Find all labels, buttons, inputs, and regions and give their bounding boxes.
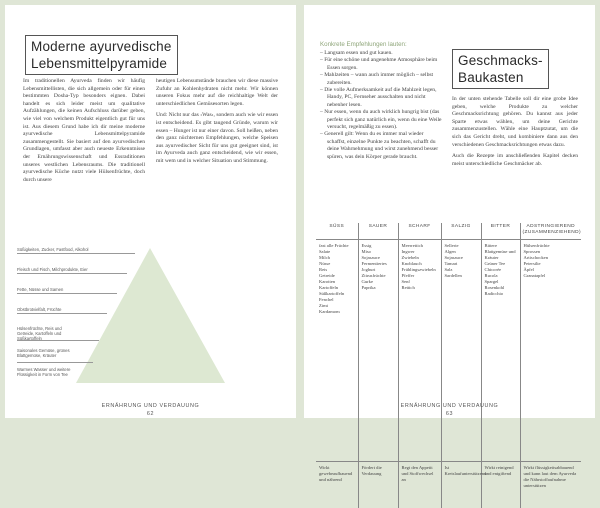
food-item: Fenchel	[319, 297, 355, 303]
header-sauer: SAUER	[358, 223, 398, 240]
food-item: Artischocken	[524, 255, 579, 261]
food-item: Milch	[319, 255, 355, 261]
left-title-line-2: Lebensmittelpyramide	[31, 55, 172, 72]
food-item: Bittere Blattgemüse und Kräuter	[485, 243, 517, 261]
food-item: Algen	[445, 249, 478, 255]
recommendation-item: – Nur essen, wenn du auch wirklich hungrig bist (das perfekt sich ganz natürlich ein, wenn du eine Weile versucht, regelmäßig zu essen).	[320, 109, 443, 131]
foods-cell-sauer	[358, 240, 398, 462]
header-scharf: SCHARF	[398, 223, 441, 240]
left-col1-paragraph: Im traditionellen Ayurveda finden wir häufig Lebensmittellisten, die sich allgemein oder für einen bestimmten Dosha-Typ besonders eignen. Dabei handelt es sich leider meist um qualitative Aufzählungen, die keinen Aufschluss darüber geben, wie viel von welchem Produkt eigentlich gut für uns ist. Aus diesem Grund habe ich dir meine moderne ayurvedische Lebensmittelpyramide zusammengestellt. Sie basiert auf den ayurvedischen Grundlagen, umfasst aber auch neueste Erkenntnisse der Ernährungswissenschaft und Essraditionen unseres westlichen Lebensraums. Die traditionell ayurvedische Küche nutzt viele Hülsenfrüchte, doch durch unsere	[23, 78, 145, 184]
food-item: Miso	[362, 249, 395, 255]
food-item: Süßkartoffeln	[319, 291, 355, 297]
right-page-title	[452, 49, 549, 89]
food-item: Fermentiertes	[362, 261, 395, 267]
effect-sauer: Fördert die Verdauung	[358, 462, 398, 508]
pyramid-shape	[76, 248, 225, 383]
right-footer	[304, 402, 595, 418]
food-item: Rucola	[485, 273, 517, 279]
food-item: Sardellen	[445, 273, 478, 279]
effect-suess: Wirkt gewebeaufbauend und nährend	[316, 462, 358, 508]
pyramid-divider	[17, 273, 127, 274]
food-item: Radicchio	[485, 291, 517, 297]
food-item: Chicorée	[485, 267, 517, 273]
food-item: Salate	[319, 249, 355, 255]
foods-cell-bitter	[481, 240, 520, 462]
food-item: Karotten	[319, 279, 355, 285]
left-page-number: 62	[5, 410, 296, 418]
food-item: Äpfel	[524, 267, 579, 273]
food-item: Rosenkohl	[485, 285, 517, 291]
foods-cell-adstringierend	[520, 240, 581, 462]
food-item: Sellerie	[445, 243, 478, 249]
food-item: Petersilie	[524, 261, 579, 267]
right-footer-title: ERNÄHRUNG UND VERDAUUNG	[304, 402, 595, 410]
food-item: Knoblauch	[402, 261, 438, 267]
pyramid-level-2: Fleisch und Fisch, Milchprodukte, Eier	[17, 267, 97, 272]
recommendation-item: – Generell gilt: Wenn du es immer mal wieder schaffst, einzelne Punkte zu beachten, schafft du deine Wahrnehmung und wirst zunehmend besser spüren, was dein Körper gerade braucht.	[320, 131, 443, 161]
header-salzig: SALZIG	[441, 223, 481, 240]
intro-paragraph-1: In der unten stehende Tabelle soll dir eine grobe Idee geben, welche Produkte zu welcher Geschmacksrichtung gehören. Du kannst aus jeder Sparte etwas wählen, um deine Gerichte zusammenzustellen. Wähle eine Hauptzutat, um die sich das Gericht dreht, und kombiniere dann aus den verschiedenen Geschmacksrichtungen etwas dazu.	[452, 96, 578, 149]
left-col2-paragraph-2: Und: Nicht nur das ›Was‹, sondern auch wie wir essen ist entscheidend. Es gibt taugend Gründe, warum wir essen – Hunger ist nur einer davon. Soll heißen, neben den ganz nüchternen Empfehlungen, welche Speisen aus ayurvedischer Sicht für uns gut geeignet sind, ist im Ayurveda auch ganz entscheidend, wie wir essen, mit wem und in welcher Situation und Stimmung.	[156, 112, 278, 165]
left-footer-title: ERNÄHRUNG UND VERDAUUNG	[5, 402, 296, 410]
foods-row	[316, 240, 581, 462]
recommendations-box	[320, 41, 443, 161]
foods-cell-scharf	[398, 240, 441, 462]
food-item: Frühlingszwiebeln	[402, 267, 438, 273]
food-item: Grüner Tee	[485, 261, 517, 267]
right-title-line-1: Geschmacks-	[458, 52, 543, 69]
taste-table	[316, 223, 581, 508]
food-item: Meerrettich	[402, 243, 438, 249]
right-intro-text	[452, 96, 578, 172]
food-item: Granatapfel	[524, 273, 579, 279]
food-item: Ingwer	[402, 249, 438, 255]
food-item: Reis	[319, 267, 355, 273]
food-item: Joghurt	[362, 267, 395, 273]
food-item: Kartoffeln	[319, 285, 355, 291]
food-item: Zwiebeln	[402, 255, 438, 261]
left-col2-paragraph-1: heutigen Lebensumstände brauchen wir diese massive Zufuhr an Kohlenhydraten nicht mehr. Wir können unseren Fokus mehr auf die reichhaltige Welt der unterschiedlichen Gemüsesorten legen.	[156, 78, 278, 108]
food-item: Spargel	[485, 279, 517, 285]
pyramid-divider	[17, 293, 117, 294]
recommendations-list	[320, 50, 443, 161]
left-page	[5, 5, 296, 418]
foods-cell-suess	[316, 240, 358, 462]
intro-paragraph-2: Auch die Rezepte im anschließenden Kapitel decken meist unterschiedliche Geschmäcker ab.	[452, 153, 578, 168]
recommendation-item: – Die volle Aufmerksamkeit auf die Mahlzeit legen, Handy, PC, Fernseher ausschalten und nicht nebenher lesen.	[320, 87, 443, 109]
food-item: Pfeffer	[402, 273, 438, 279]
effects-row	[316, 462, 581, 508]
food-item: Tamari	[445, 261, 478, 267]
food-item: Rettich	[402, 285, 438, 291]
recommendation-item: – Mahlzeiten – wann auch immer möglich – selbst zubereiten.	[320, 72, 443, 87]
food-item: Salz	[445, 267, 478, 273]
effect-scharf: Regt den Appetit und Stoffwechsel an	[398, 462, 441, 508]
recommendation-item: – Langsam essen und gut kauen.	[320, 50, 443, 57]
left-footer	[5, 402, 296, 418]
effect-bitter: Wirkt reinigend und entgiftend	[481, 462, 520, 508]
pyramid-level-6: Saisonales Gemüse, grünes Blattgemüse, Kräuter	[17, 348, 75, 358]
food-item: Getreide	[319, 273, 355, 279]
recommendations-title: Konkrete Empfehlungen lauten:	[320, 41, 443, 49]
food-item: Essig	[362, 243, 395, 249]
header-bitter: BITTER	[481, 223, 520, 240]
food-item: Sprossen	[524, 249, 579, 255]
right-page-number: 63	[304, 410, 595, 418]
recommendation-item: – Für eine schöne und angenehme Atmosphäre beim Essen sorgen.	[320, 57, 443, 72]
taste-header-row	[316, 223, 581, 240]
food-item: Zimt	[319, 303, 355, 309]
food-item: fast alle Früchte	[319, 243, 355, 249]
left-title-line-1: Moderne ayurvedische	[31, 38, 172, 55]
food-item: Sojasauce	[362, 255, 395, 261]
pyramid-level-3: Fette, Nüsse und Samen	[17, 287, 97, 292]
header-adstringierend: ADSTRINGIEREND (ZUSAMMENZIEHEND)	[520, 223, 581, 240]
food-item: Senf	[402, 279, 438, 285]
food-item: Paprika	[362, 285, 395, 291]
pyramid-divider	[17, 362, 93, 363]
header-suess: SÜSS	[316, 223, 358, 240]
effect-salzig: Ist Kreislaufunterstützend	[441, 462, 481, 508]
food-item: Nüsse	[319, 261, 355, 267]
right-page	[304, 5, 595, 418]
pyramid-divider	[17, 253, 135, 254]
pyramid-level-4: Obstbrotvielfalt, Früchte	[17, 307, 97, 312]
food-item: Kardamom	[319, 309, 355, 315]
foods-cell-salzig	[441, 240, 481, 462]
pyramid-level-1: Süßigkeiten, Zucker, Fastfood, Alkohol	[17, 247, 97, 252]
food-item: Gurke	[362, 279, 395, 285]
pyramid-level-7: Warmes Wasser und weitere Flüssigkeit in Form von Tee	[17, 367, 75, 377]
food-item: Zitrusfrüchte	[362, 273, 395, 279]
effect-adstringierend: Wirkt flüssigkeitsabbauend und kann laut dem Ayurveda die Nährstoffaufnahme unterstützen	[520, 462, 581, 508]
food-item: Sojasauce	[445, 255, 478, 261]
pyramid-divider	[17, 313, 107, 314]
food-item: Hülsenfrüchte	[524, 243, 579, 249]
pyramid-level-5: Hülsenfrüchte, Reis und Getreide, Kartoffeln und Süßkartoffeln	[17, 326, 77, 342]
right-title-line-2: Baukasten	[458, 69, 543, 86]
